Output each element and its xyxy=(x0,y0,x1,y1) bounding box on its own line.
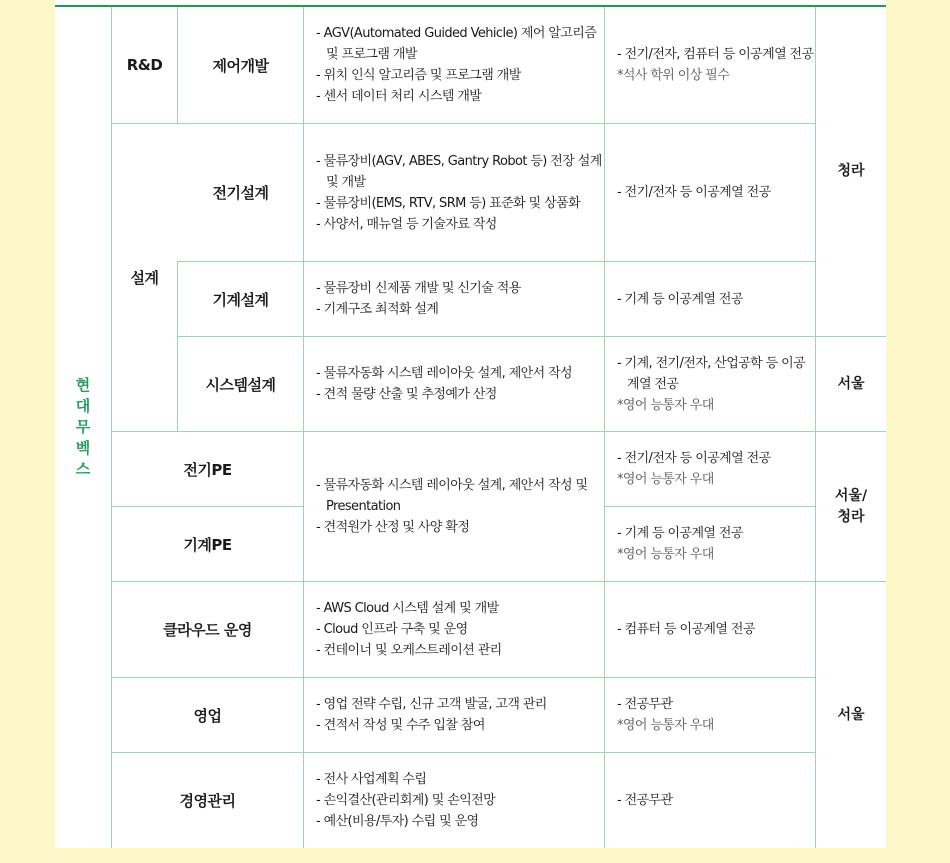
qualification-note: *영어 능통자 우대 xyxy=(617,547,714,562)
list-item: - 물류장비(EMS, RTV, SRM 등) 표준화 및 상품화 xyxy=(316,195,581,211)
job-cloud-ops: 클라우드 운영 xyxy=(163,621,252,639)
qualification-note: *영어 능통자 우대 xyxy=(617,718,714,733)
category-design: 설계 xyxy=(130,269,159,287)
qualification-cell xyxy=(605,262,815,336)
list-item: - 전기/전자 등 이공계열 전공 xyxy=(617,451,771,466)
qualification-cell xyxy=(605,678,815,752)
list-item: - Cloud 인프라 구축 및 운영 xyxy=(316,622,468,637)
list-item: - AGV(Automated Guided Vehicle) 제어 알고리즘 및 프로그램 개발 xyxy=(316,26,597,62)
duties-cell xyxy=(304,678,604,752)
list-item: - 전공무관 xyxy=(617,793,673,808)
duties-cell xyxy=(304,337,604,431)
qualification-cell xyxy=(605,337,815,431)
company-char: 벡 xyxy=(75,439,91,457)
location-seoul-cheongna xyxy=(816,432,886,581)
job-system-design: 시스템설계 xyxy=(205,375,276,394)
list-item: - 센서 데이터 처리 시스템 개발 xyxy=(316,89,482,104)
list-item: - 컨테이너 및 오케스트레이션 관리 xyxy=(316,643,502,658)
qualification-note: *석사 학위 이상 필수 xyxy=(617,68,730,83)
location-line: 서울/ xyxy=(834,487,868,504)
category-rnd: R&D xyxy=(126,56,163,74)
qualification-cell xyxy=(605,753,815,848)
company-char: 대 xyxy=(75,397,91,415)
qualification-cell xyxy=(605,7,815,123)
list-item: - 전사 사업계획 수립 xyxy=(316,772,427,787)
list-item: - 컴퓨터 등 이공계열 전공 xyxy=(617,622,755,637)
list-item: - 전기/전자 등 이공계열 전공 xyxy=(617,185,771,200)
list-item: - AWS Cloud 시스템 설계 및 개발 xyxy=(316,601,499,616)
job-mechanical-pe: 기계PE xyxy=(183,535,232,554)
list-item: - 기계 등 이공계열 전공 xyxy=(617,291,743,307)
list-item: - 견적 물량 산출 및 추정예가 산정 xyxy=(316,387,497,402)
list-item: - 물류장비 신제품 개발 및 신기술 적용 xyxy=(316,281,521,296)
duties-cell xyxy=(304,7,604,123)
list-item: - 기계, 전기/전자, 산업공학 등 이공계열 전공 xyxy=(617,355,806,392)
location-cheongna: 청라 xyxy=(837,163,865,179)
list-item: - 기계구조 최적화 설계 xyxy=(316,302,439,317)
job-mechanical-design: 기계설계 xyxy=(212,290,269,309)
list-item: - 영업 전략 수립, 신규 고객 발굴, 고객 관리 xyxy=(316,697,547,712)
duties-cell xyxy=(304,582,604,677)
qualification-cell xyxy=(605,507,815,581)
duties-cell xyxy=(304,124,604,261)
job-sales: 영업 xyxy=(193,706,222,725)
list-item: - 전공무관 xyxy=(617,697,673,712)
company-char: 무 xyxy=(75,418,91,436)
location-seoul: 서울 xyxy=(837,706,865,723)
list-item: - 견적원가 산정 및 사양 확정 xyxy=(316,520,470,535)
job-electrical-design: 전기설계 xyxy=(212,184,269,202)
company-char: 현 xyxy=(75,376,91,394)
list-item: - 전기/전자, 컴퓨터 등 이공계열 전공 xyxy=(617,47,814,62)
list-item: - 위치 인식 알고리즘 및 프로그램 개발 xyxy=(316,68,521,83)
location-seoul: 서울 xyxy=(837,375,865,392)
company-name xyxy=(55,7,111,848)
job-management: 경영관리 xyxy=(179,792,236,810)
list-item: - 물류자동화 시스템 레이아웃 설계, 제안서 작성 xyxy=(316,366,573,381)
list-item: - 기계 등 이공계열 전공 xyxy=(617,526,743,541)
duties-cell xyxy=(304,262,604,336)
job-electrical-pe: 전기PE xyxy=(183,460,232,479)
qualification-note: *영어 능통자 우대 xyxy=(617,397,714,413)
qualification-cell xyxy=(605,124,815,261)
duties-cell xyxy=(304,753,604,848)
list-item: - 물류장비(AGV, ABES, Gantry Robot 등) 전장 설계 및 개발 xyxy=(316,153,602,190)
list-item: - 물류자동화 시스템 레이아웃 설계, 제안서 작성 및 Presentation xyxy=(316,478,588,514)
list-item: - 예산(비용/투자) 수립 및 운영 xyxy=(316,814,479,829)
location-line: 청라 xyxy=(837,508,865,525)
qualification-cell xyxy=(605,582,815,677)
list-item: - 손익결산(관리회계) 및 손익전망 xyxy=(316,793,496,808)
duties-cell xyxy=(304,432,604,581)
qualification-cell xyxy=(605,432,815,506)
qualification-note: *영어 능통자 우대 xyxy=(617,472,714,487)
list-item: - 견적서 작성 및 수주 입찰 참여 xyxy=(316,718,485,733)
job-control-dev: 제어개발 xyxy=(212,56,269,75)
company-char: 스 xyxy=(75,460,91,478)
list-item: - 사양서, 매뉴얼 등 기술자료 작성 xyxy=(316,216,497,232)
